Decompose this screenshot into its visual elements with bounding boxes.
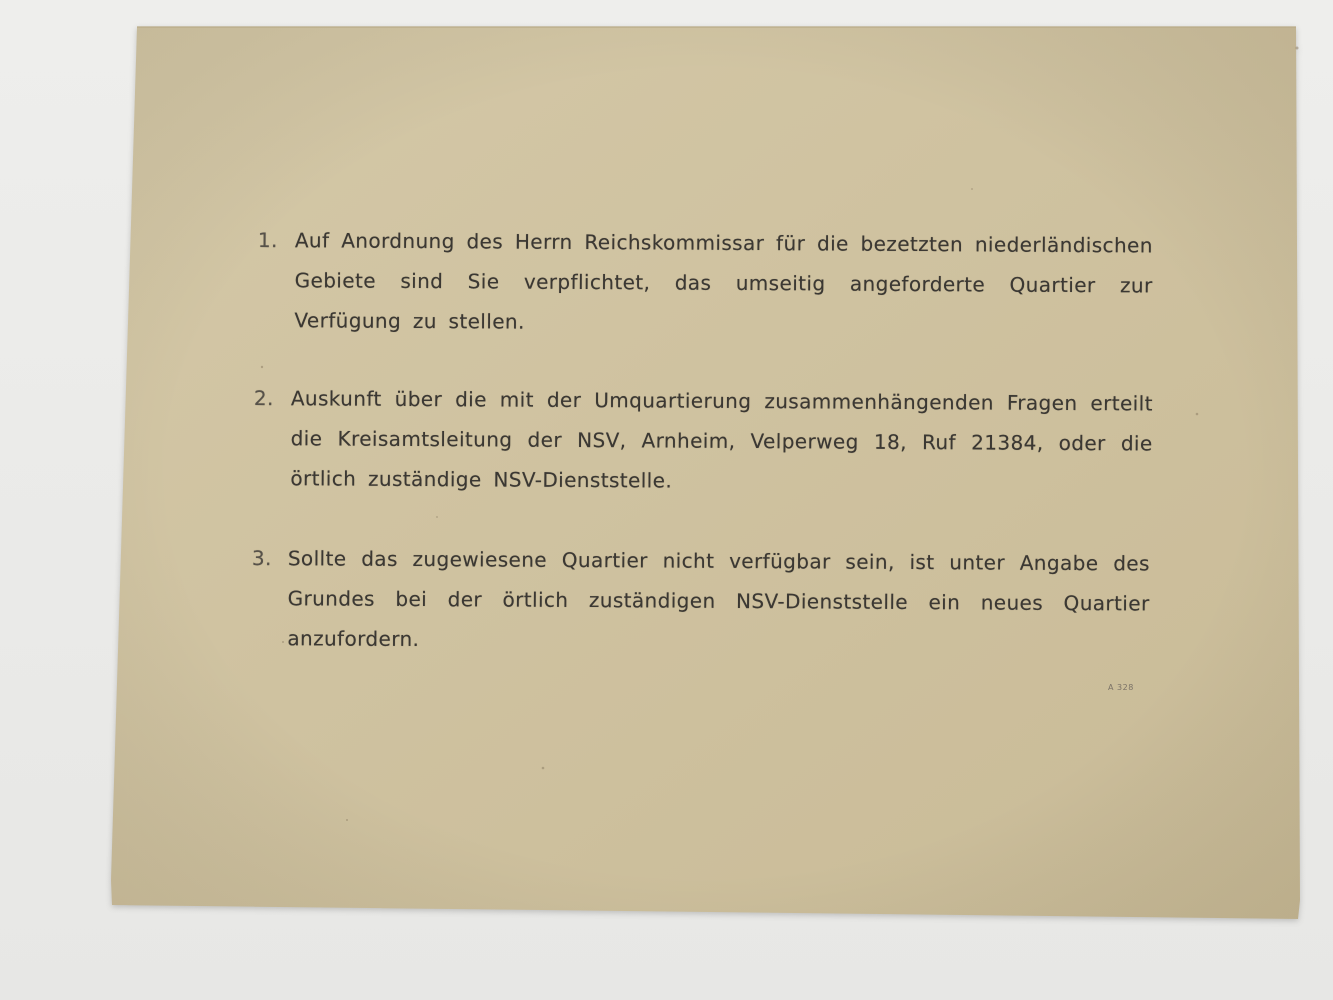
item-number: 3. (251, 545, 272, 571)
item-text: Auskunft über die mit der Umquartierung zusammenhängenden Fragen erteilt die Kreisamtsleitung der NSV, Arnheim, Velperweg 18, Ruf 21384, oder die örtlich zuständige NSV-Dienststelle. (290, 386, 1153, 493)
item-number: 1. (257, 227, 278, 253)
item-text: Sollte das zugewiesene Quartier nicht verfügbar sein, ist unter Angabe des Grundes bei der örtlich zuständigen NSV-Dienststelle ein neues Quartier anzufordern. (287, 546, 1150, 652)
instruction-item-3 (251, 538, 1156, 652)
item-number: 2. (253, 385, 274, 411)
print-code: A 328 (1108, 683, 1134, 692)
item-text: Auf Anordnung des Herrn Reichskommissar für die bezetzten niederländischen Gebiete sind Sie verpflichtet, das umseitig angeforderte Quartier zur Verfügung zu stellen. (294, 228, 1153, 334)
instruction-item-2 (253, 378, 1158, 493)
instruction-item-1 (257, 220, 1158, 334)
